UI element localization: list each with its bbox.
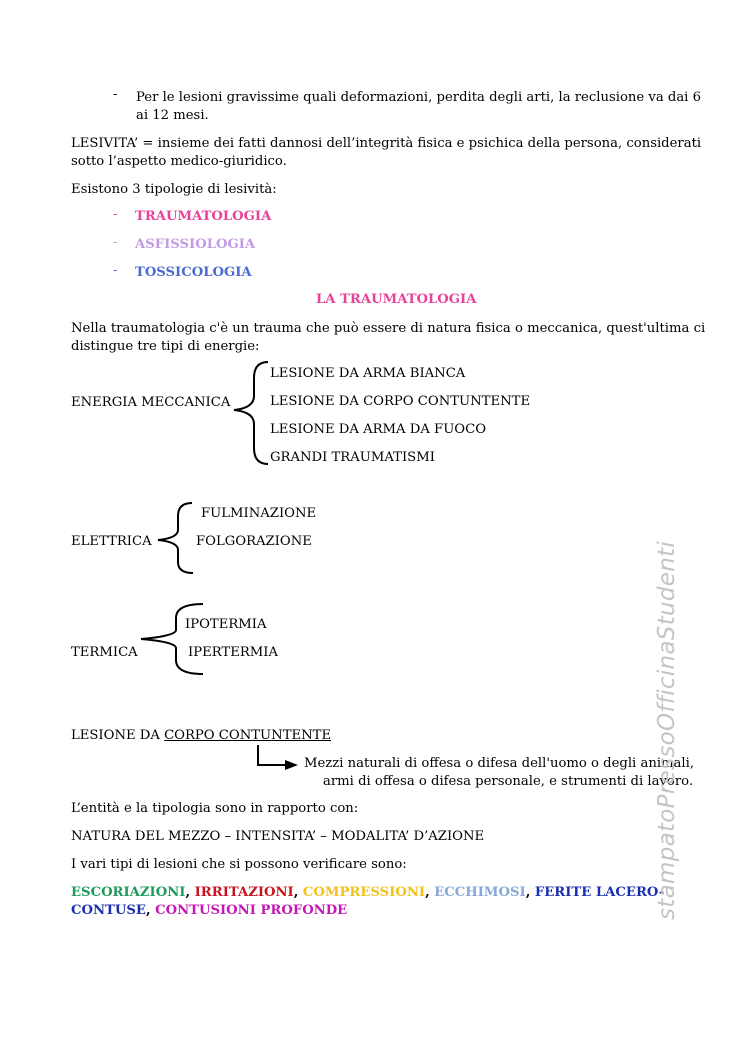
energy-item: GRANDI TRAUMATISMI [270, 450, 435, 465]
arrow-head [285, 760, 298, 770]
lesione-contusioni-profonde: CONTUSIONI PROFONDE [155, 903, 348, 918]
lesione-contuse: CONTUSE [71, 903, 146, 918]
lesione-ferite-lacero: FERITE LACERO- [534, 885, 665, 900]
energy-item: FULMINAZIONE [201, 506, 317, 521]
separator: , [145, 903, 156, 918]
energy-label-termica: TERMICA [71, 645, 138, 660]
heading-corpo-contundente [71, 727, 331, 744]
paragraph-line: Esistono 3 tipologie di lesività: [71, 182, 277, 197]
heading-underlined: CORPO CONTUNTENTE [164, 728, 332, 743]
paragraph-line: distingue tre tipi di energie: [71, 339, 260, 354]
paragraph-line: Per le lesioni gravissime quali deformazioni, perdita degli arti, la reclusione va dai 6 [136, 90, 701, 105]
energy-label-elettrica: ELETTRICA [71, 534, 152, 549]
separator: , [293, 885, 303, 900]
watermark: stampatoPressoOfficinaStudenti [654, 540, 680, 920]
list-item-traumatologia: TRAUMATOLOGIA [135, 209, 272, 224]
paragraph-line: ai 12 mesi. [136, 108, 209, 123]
energy-item: LESIONE DA ARMA DA FUOCO [270, 422, 487, 437]
lesione-compressioni: COMPRESSIONI [302, 885, 426, 900]
heading-prefix: LESIONE DA [71, 728, 165, 743]
paragraph-line: NATURA DEL MEZZO – INTENSITA’ – MODALITA’ D’AZIONE [71, 829, 485, 844]
energy-item: LESIONE DA CORPO CONTUNTENTE [270, 394, 531, 409]
energy-item: FOLGORAZIONE [196, 534, 312, 549]
lesione-escoriazioni: ESCORIAZIONI [71, 885, 186, 900]
energy-item: LESIONE DA ARMA BIANCA [270, 366, 466, 381]
list-item-tossicologia: TOSSICOLOGIA [135, 265, 252, 280]
paragraph-line: I vari tipi di lesioni che si possono verificare sono: [71, 857, 407, 872]
lesione-ecchimosi: ECCHIMOSI [434, 885, 526, 900]
section-title: LA TRAUMATOLOGIA [316, 292, 477, 307]
arrow-text-line: armi di offesa o difesa personale, e strumenti di lavoro. [323, 774, 694, 789]
bullet-dash: - [113, 235, 118, 250]
separator: , [185, 885, 195, 900]
paragraph-line: L’entità e la tipologia sono in rapporto con: [71, 801, 359, 816]
bullet-dash: - [113, 87, 118, 102]
lesioni-line [71, 884, 664, 901]
energy-item: IPERTERMIA [188, 645, 278, 660]
energy-label-meccanica: ENERGIA MECCANICA [71, 395, 231, 410]
lesioni-line [71, 902, 347, 919]
separator: , [425, 885, 435, 900]
energy-item: IPOTERMIA [185, 617, 267, 632]
bullet-dash: - [113, 207, 118, 222]
brace-energia-meccanica [234, 362, 268, 464]
paragraph-line: sotto l’aspetto medico-giuridico. [71, 154, 287, 169]
brace-termica [141, 604, 203, 674]
lesione-irritazioni: IRRITAZIONI [194, 885, 294, 900]
arrow-text-line: Mezzi naturali di offesa o difesa dell'uomo o degli animali, [304, 756, 695, 771]
separator: , [525, 885, 535, 900]
paragraph-line: LESIVITA’ = insieme dei fatti dannosi dell’integrità fisica e psichica della persona, considerati [71, 136, 702, 151]
list-item-asfissiologia: ASFISSIOLOGIA [135, 237, 256, 252]
bullet-dash: - [113, 263, 118, 278]
paragraph-line: Nella traumatologia c'è un trauma che può essere di natura fisica o meccanica, quest'ultima ci [71, 321, 706, 336]
brace-elettrica [158, 503, 193, 573]
